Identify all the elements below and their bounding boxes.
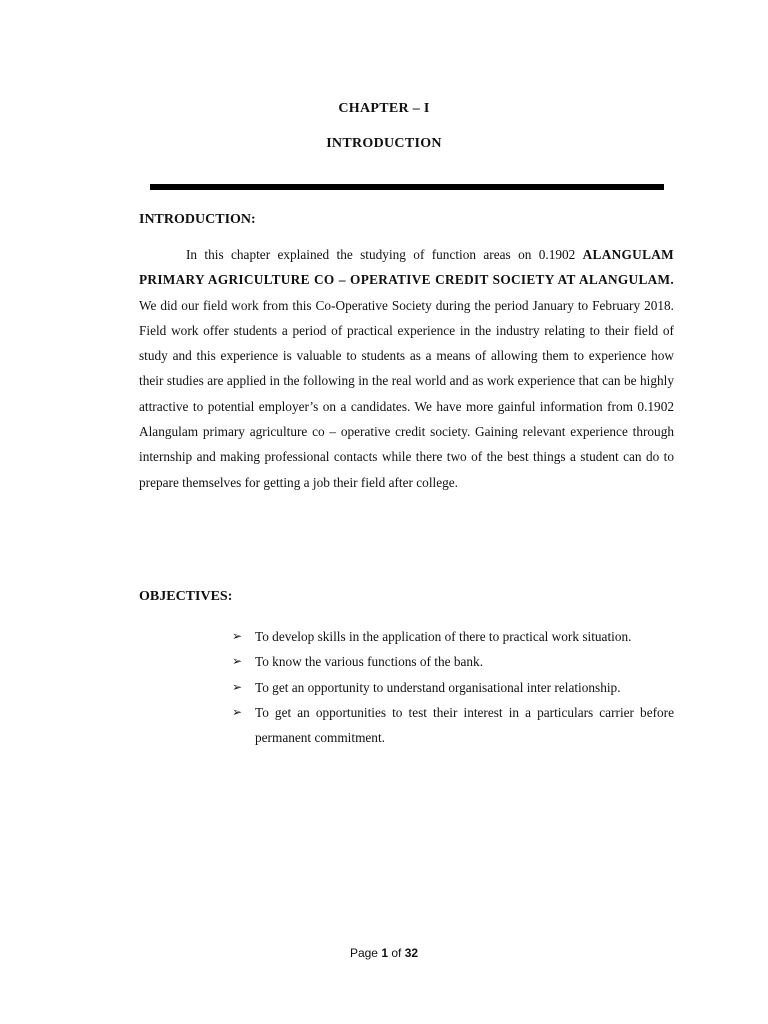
objectives-list [232, 624, 674, 750]
objective-item [232, 700, 674, 751]
objective-text: To get an opportunity to understand organisational inter relationship. [255, 679, 621, 695]
total-pages: 32 [404, 946, 419, 960]
objective-text: To know the various functions of the bank. [255, 654, 484, 670]
heading-divider [150, 184, 664, 190]
introduction-paragraph [139, 242, 674, 495]
of-label: of [388, 946, 405, 960]
arrowhead-bullet-icon: ➢ [232, 679, 243, 694]
introduction-heading: INTRODUCTION: [139, 212, 256, 227]
objective-item [232, 624, 674, 649]
intro-text-rest: We did our field work from this Co-Operative Society during the period January to February 2018. Field work offer students a period of practical experience in the industry relating to their field of study and this experience is valuable to students as a means of allowing them to experience how their studies are applied in the following in the real world and as work experience that can be highly attractive to potential employer’s on a candidates. We have more gainful information from 0.1902 Alangulam primary agriculture co – operative credit society. Gaining relevant experience through internship and making professional contacts while there two of the best things a student can do to prepare themselves for getting a job their field after college. [139, 297, 674, 490]
page-number: 1 [381, 946, 388, 960]
arrowhead-bullet-icon: ➢ [232, 704, 243, 719]
arrowhead-bullet-icon: ➢ [232, 629, 243, 643]
objectives-heading: OBJECTIVES: [139, 589, 233, 604]
page-footer [0, 946, 768, 960]
chapter-title: INTRODUCTION [326, 136, 442, 151]
objective-item [232, 649, 674, 674]
intro-text-start: In this chapter explained the studying of function areas on 0.1902 [186, 247, 583, 262]
page-label: Page [349, 946, 382, 960]
chapter-number: CHAPTER – I [338, 101, 430, 116]
arrowhead-bullet-icon: ➢ [232, 654, 243, 669]
society-name-bold: ALANGULAM PRIMARY AGRICULTURE CO – OPERATIVE CREDIT SOCIETY AT ALANGULAM. [139, 247, 674, 288]
objective-text: To develop skills in the application of there to practical work situation. [255, 629, 632, 644]
objective-item [232, 675, 674, 700]
objective-text: To get an opportunities to test their interest in a particulars carrier before permanent commitment. [255, 704, 674, 746]
